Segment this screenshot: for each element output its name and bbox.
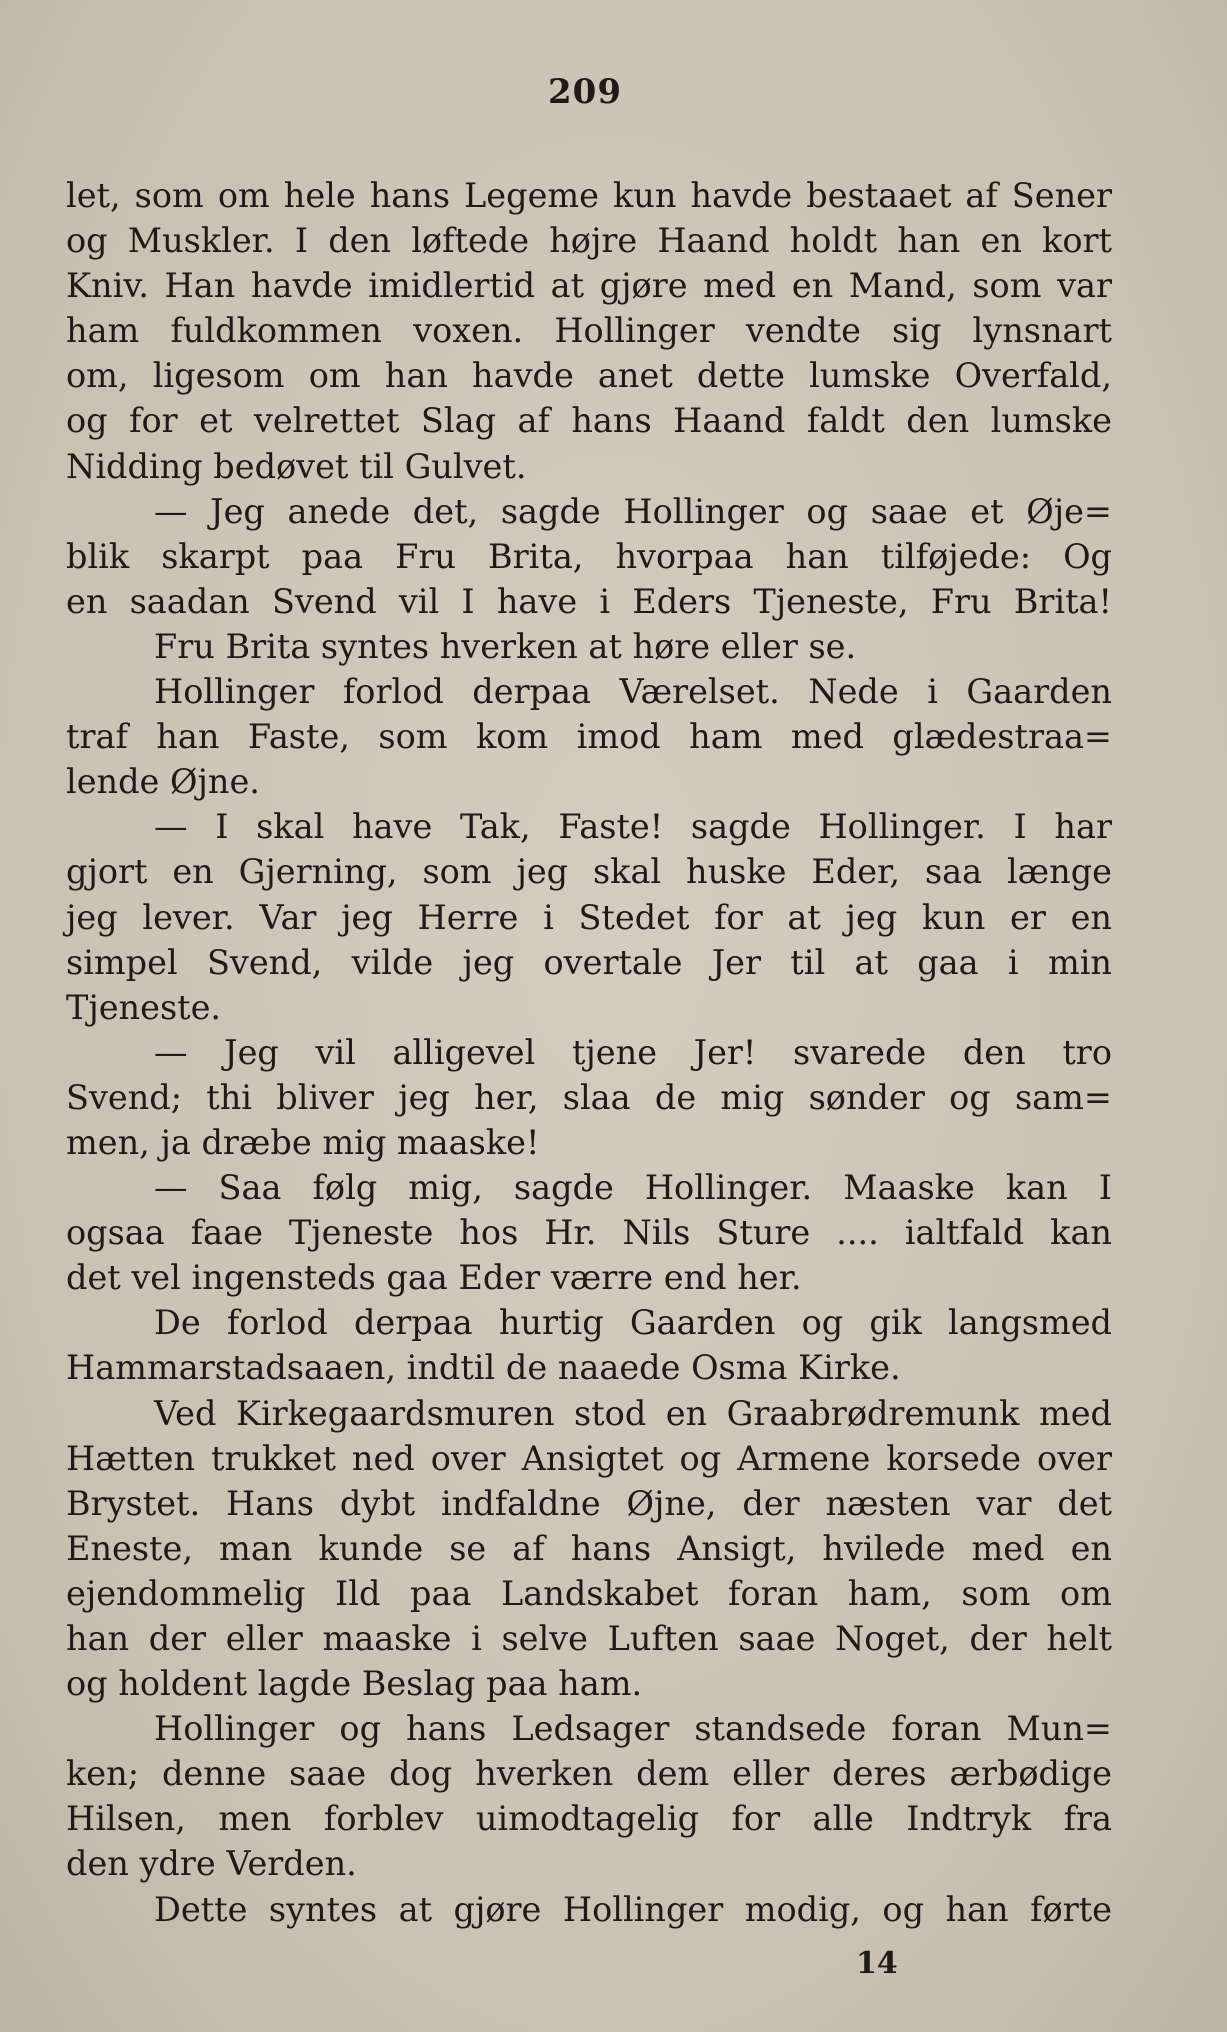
text-line: ejendommelig Ild paa Landskabet foran ham, som om <box>66 1573 1112 1613</box>
text-line: og holdent lagde Beslag paa ham. <box>66 1664 643 1704</box>
text-line: Brystet. Hans dybt indfaldne Øjne, der næsten var det <box>66 1483 1112 1523</box>
text-line: men, ja dræbe mig maaske! <box>66 1122 540 1162</box>
text-line: Kniv. Han havde imidlertid at gjøre med en Mand, som var <box>66 266 1112 306</box>
text-line: ogsaa faae Tjeneste hos Hr. Nils Sture .... ialtfald kan <box>66 1213 1112 1253</box>
text-line: Eneste, man kunde se af hans Ansigt, hvilede med en <box>66 1528 1112 1568</box>
text-line: let, som om hele hans Legeme kun havde bestaaet af Sener <box>66 176 1112 215</box>
text-line: ken; denne saae dog hverken dem eller deres ærbødige <box>66 1754 1112 1794</box>
text-line: Hætten trukket ned over Ansigtet og Armene korsede over <box>66 1438 1112 1478</box>
text-line: Hilsen, men forblev uimodtagelig for alle Indtryk fra <box>66 1799 1112 1839</box>
text-line: og Muskler. I den løftede højre Haand holdt han en kort <box>66 221 1112 261</box>
text-line: traf han Faste, som kom imod ham med glædestraa= <box>66 717 1112 757</box>
text-line: og for et velrettet Slag af hans Haand faldt den lumske <box>66 401 1112 441</box>
text-line: en saadan Svend vil I have i Eders Tjeneste, Fru Brita! <box>66 581 1112 621</box>
text-line: Svend; thi bliver jeg her, slaa de mig sønder og sam= <box>66 1077 1112 1117</box>
text-line: — Jeg vil alligevel tjene Jer! svarede den tro <box>154 1032 1112 1072</box>
text-line: lende Øjne. <box>66 762 260 802</box>
page-number: 209 <box>548 72 622 112</box>
text-line: Ved Kirkegaardsmuren stod en Graabrødremunk med <box>154 1393 1112 1433</box>
text-line: Hollinger og hans Ledsager standsede foran Mun= <box>154 1709 1112 1749</box>
text-line: Hollinger forlod derpaa Værelset. Nede i Gaarden <box>154 672 1112 712</box>
text-line: Nidding bedøvet til Gulvet. <box>66 446 527 486</box>
text-line: Tjeneste. <box>66 987 222 1027</box>
text-line: det vel ingensteds gaa Eder værre end her. <box>66 1258 802 1298</box>
body-text <box>66 173 1112 1932</box>
text-line: De forlod derpaa hurtig Gaarden og gik langsmed <box>154 1303 1112 1343</box>
text-line: han der eller maaske i selve Luften saae Noget, der helt <box>66 1619 1112 1658</box>
text-line: jeg lever. Var jeg Herre i Stedet for at jeg kun er en <box>66 897 1112 937</box>
text-line: blik skarpt paa Fru Brita, hvorpaa han tilføjede: Og <box>66 536 1112 576</box>
text-line: om, ligesom om han havde anet dette lumske Overfald, <box>66 356 1112 396</box>
text-line: — Saa følg mig, sagde Hollinger. Maaske kan I <box>154 1168 1112 1208</box>
text-line: ham fuldkommen voxen. Hollinger vendte sig lynsnart <box>66 311 1112 351</box>
text-line: Fru Brita syntes hverken at høre eller se. <box>154 626 857 666</box>
text-line: Dette syntes at gjøre Hollinger modig, og han førte <box>154 1889 1112 1929</box>
text-line: simpel Svend, vilde jeg overtale Jer til at gaa i min <box>66 942 1112 982</box>
text-line: Hammarstadsaaen, indtil de naaede Osma Kirke. <box>66 1348 901 1388</box>
text-line: — Jeg anede det, sagde Hollinger og saae et Øje= <box>154 491 1112 531</box>
signature-mark: 14 <box>856 1946 898 1981</box>
text-line: den ydre Verden. <box>66 1844 357 1884</box>
text-line: gjort en Gjerning, som jeg skal huske Eder, saa længe <box>66 852 1112 892</box>
text-line: — I skal have Tak, Faste! sagde Hollinger. I har <box>154 807 1112 847</box>
